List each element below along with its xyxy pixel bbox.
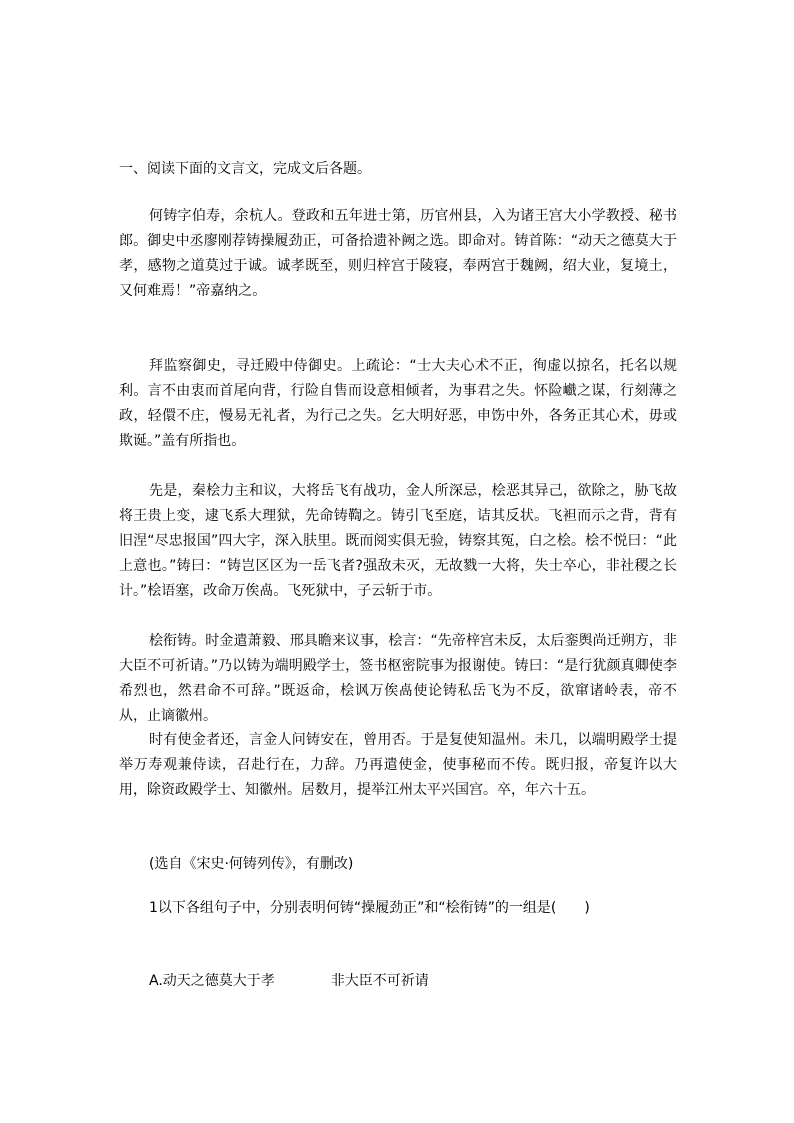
source-citation: (选自《宋史·何铸列传》，有删改)	[149, 856, 354, 872]
question-1: 1以下各组句子中，分别表明何铸“操履劲正”和“桧衔铸”的一组是( )	[149, 900, 590, 916]
paragraph-5: 时有使金者还，言金人问铸安在，曾用否。于是复使知温州。未几，以端明殿学士提举万寿观兼侍读，召赴行在，力辞。乃再遣使金，使事秘而不传。既归报，帝复许以大用，除资政殿学士、知徽州。居数月，提举江州太平兴国宫。卒，年六十五。	[119, 732, 677, 798]
paragraph-1: 何铸字伯寿，余杭人。登政和五年进士第，历官州县，入为诸王宫大小学教授、秘书郎。御史中丞廖刚荐铸操履劲正，可备拾遗补阙之选。即命对。铸首陈：“动天之德莫大于孝，感物之道莫过于诚。诚孝既至，则归梓宫于陵寝，奉两宫于魏阙，绍大业，复境土，又何难焉！”帝嘉纳之。	[119, 208, 677, 299]
section-heading: 一、阅读下面的文言文，完成文后各题。	[119, 161, 371, 177]
paragraph-3: 先是，秦桧力主和议，大将岳飞有战功，金人所深忌，桧恶其异己，欲除之，胁飞故将王贵上变，逮飞系大理狱，先命铸鞫之。铸引飞至庭，诘其反状。飞袒而示之背，背有旧涅“尽忠报国”四大字，深入肤里。既而阅实俱无验，铸察其冤，白之桧。桧不悦曰：“此上意也。”铸曰：“铸岂区区为一岳飞者?强敌未灭，无故戮一大将，失士卒心，非社稷之长计。”桧语塞，改命万俟卨。飞死狱中，子云斩于市。	[119, 483, 677, 599]
option-a	[149, 970, 429, 992]
paragraph-4: 桧衔铸。时金遣萧毅、邢具瞻来议事，桧言：“先帝梓宫未反，太后銮舆尚迁朔方，非大臣不可祈请。”乃以铸为端明殿学士，签书枢密院事为报谢使。铸曰：“是行犹颜真卿使李希烈也，然君命不可辞。”既返命，桧讽万俟卨使论铸私岳飞为不反，欲窜诸岭表，帝不从，止谪徽州。	[119, 633, 677, 724]
paragraph-2: 拜监察御史，寻迁殿中侍御史。上疏论：“士大夫心术不正，徇虚以掠名，托名以规利。言不由衷而首尾向背，行险自售而设意相倾者，为事君之失。怀险巇之谋，行刻薄之政，轻儇不庄，慢易无礼者，为行己之失。乞大明好恶，申饬中外，各务正其心术，毋或欺诞。”盖有所指也。	[119, 358, 677, 449]
option-a-left: A.动天之德莫大于孝	[149, 973, 275, 989]
option-a-right: 非大臣不可祈请	[330, 973, 429, 989]
